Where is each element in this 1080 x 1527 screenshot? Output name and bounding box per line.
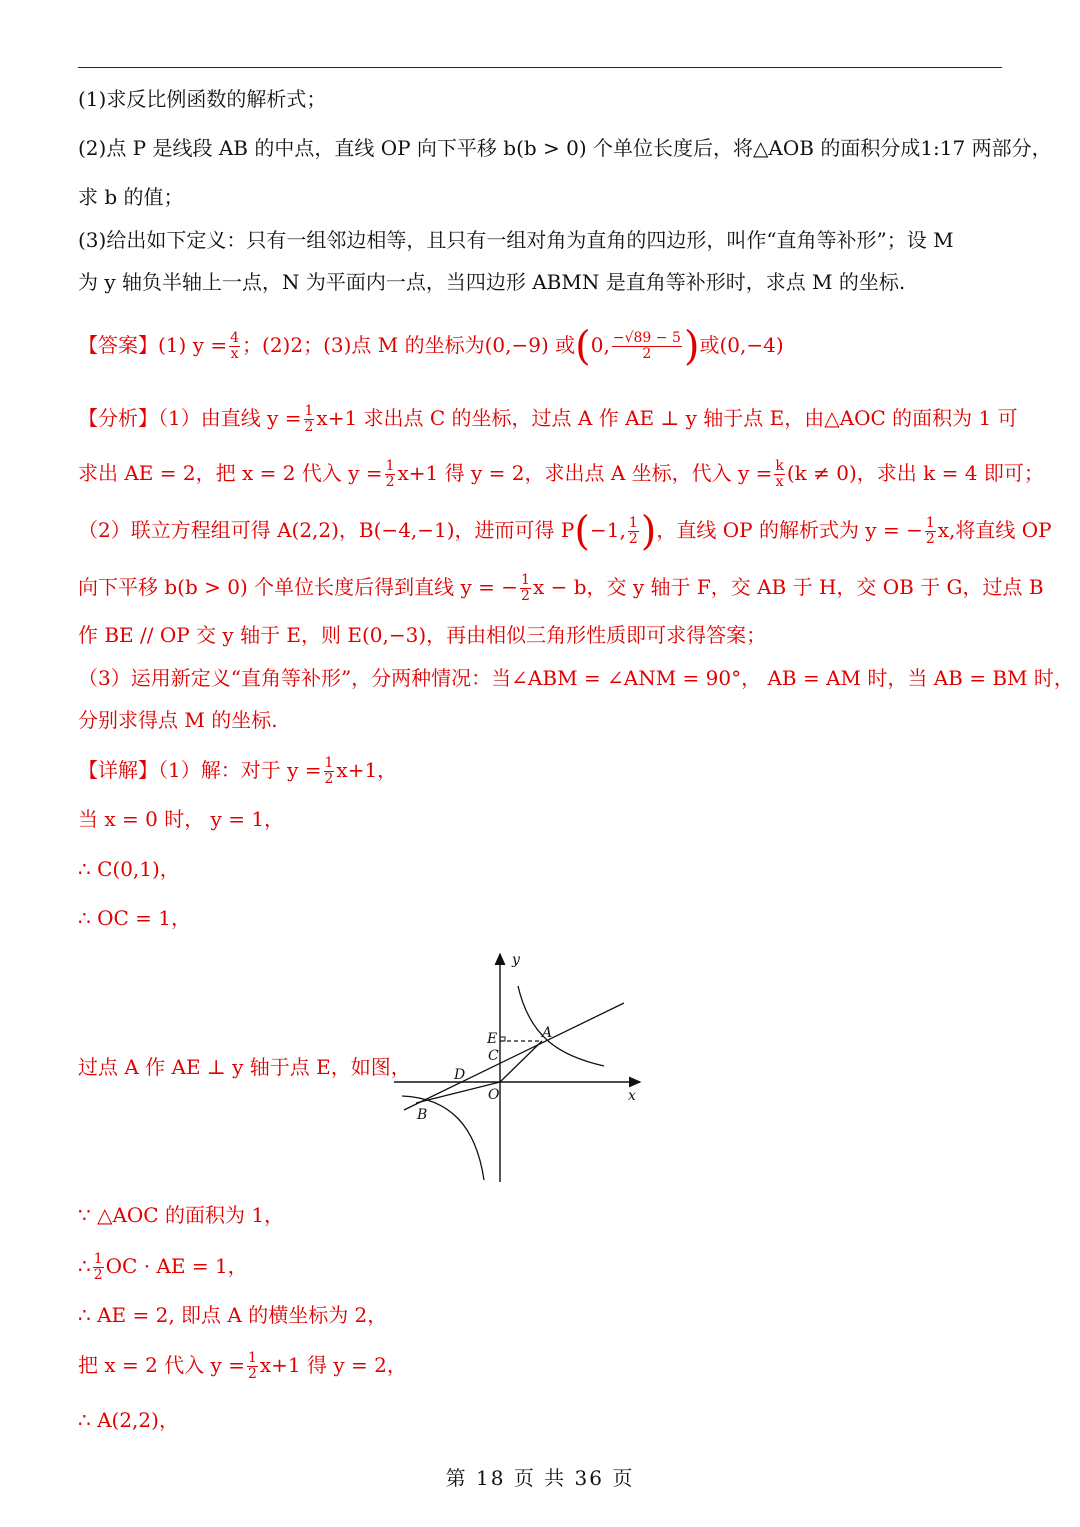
- fraction: $\frac{1}{2}$: [628, 515, 638, 547]
- fraction: $\frac{k}{x}$: [775, 458, 784, 490]
- line-ab: [404, 1003, 624, 1110]
- fraction: $\frac{1}{2}$: [247, 1350, 257, 1382]
- fraction: $\frac{1}{2}$: [93, 1251, 103, 1283]
- analysis-line-3: （2）联立方程组可得 A(2,2)，B(−4,−1)，进而可得 P(−1, $\frac{1}{2}$ )，直线 OP 的解析式为 y = − $\frac{1}{2}$ x,将直线 OP: [78, 508, 1052, 555]
- detail-tag: 【详解】: [78, 758, 158, 782]
- detail-line-5: ∵ △AOC 的面积为 1，: [78, 1203, 285, 1227]
- answer-tag: 【答案】: [78, 333, 158, 357]
- figure-caption: 过点 A 作 AE ⊥ y 轴于点 E，如图，: [78, 1055, 411, 1079]
- fraction: $\frac{4}{x}$: [230, 330, 240, 362]
- header-rule: [78, 67, 1002, 68]
- label-b: B: [417, 1107, 428, 1123]
- fraction: $\frac{1}{2}$: [324, 755, 334, 787]
- answer-line: 【答案】(1) y = $\frac{4}{x}$ ；(2)2；(3)点 M 的坐标为(0,−9) 或(0, $\frac{-√89 - 5}{2}$ )或(0,−4): [78, 323, 784, 370]
- label-d: D: [454, 1067, 466, 1083]
- detail-line-1: 【详解】（1）解：对于 y = $\frac{1}{2}$ x+1，: [78, 755, 398, 787]
- question-3-line-2: 为 y 轴负半轴上一点，N 为平面内一点，当四边形 ABMN 是直角等补形时，求点 M 的坐标.: [78, 270, 906, 294]
- x-axis-label: x: [628, 1088, 636, 1104]
- detail-line-7: ∴ AE = 2, 即点 A 的横坐标为 2，: [78, 1303, 388, 1327]
- detail-line-2: 当 x = 0 时， y = 1，: [78, 807, 285, 831]
- analysis-line-5: 作 BE // OP 交 y 轴于 E，则 E(0,−3)，再由相似三角形性质即可求得答案；: [78, 623, 767, 647]
- fraction: $\frac{1}{2}$: [925, 515, 935, 547]
- page-footer: 第 18 页 共 36 页: [445, 1466, 635, 1490]
- detail-line-3: ∴ C(0,1)，: [78, 857, 180, 881]
- label-a: A: [542, 1025, 553, 1041]
- fraction: $\frac{1}{2}$: [521, 572, 530, 604]
- question-1: (1)求反比例函数的解析式；: [78, 87, 327, 111]
- question-3-line-1: (3)给出如下定义：只有一组邻边相等，且只有一组对角为直角的四边形，叫作“直角等补形”；设 M: [78, 228, 954, 252]
- question-2-line-2: 求 b 的值；: [78, 185, 184, 209]
- hyperbola-branch-1: [518, 986, 604, 1066]
- fraction: $\frac{1}{2}$: [304, 403, 314, 435]
- analysis-line-4: 向下平移 b(b > 0) 个单位长度后得到直线 y = − $\frac{1}{2}$ x − b，交 y 轴于 F，交 AB 于 H，交 OB 于 G，过点 B: [78, 572, 1044, 604]
- detail-line-4: ∴ OC = 1，: [78, 906, 191, 930]
- label-e: E: [487, 1031, 498, 1047]
- fraction: $\frac{-√89 - 5}{2}$: [612, 330, 681, 362]
- coordinate-figure: [390, 948, 650, 1188]
- detail-line-8: 把 x = 2 代入 y = $\frac{1}{2}$ x+1 得 y = 2，: [78, 1350, 407, 1382]
- analysis-tag: 【分析】: [78, 406, 158, 430]
- segment-oa: [500, 1041, 542, 1082]
- analysis-line-7: 分别求得点 M 的坐标.: [78, 708, 278, 732]
- y-axis-label: y: [512, 952, 520, 968]
- hyperbola-branch-2: [402, 1096, 484, 1180]
- detail-line-9: ∴ A(2,2)，: [78, 1408, 179, 1432]
- analysis-line-1: 【分析】（1）由直线 y = $\frac{1}{2}$ x+1 求出点 C 的坐标，过点 A 作 AE ⊥ y 轴于点 E，由△AOC 的面积为 1 可: [78, 403, 1018, 435]
- label-o: O: [488, 1087, 500, 1103]
- fraction: $\frac{1}{2}$: [385, 458, 395, 490]
- label-c: C: [488, 1048, 499, 1064]
- detail-line-6: ∴ $\frac{1}{2}$ OC · AE = 1，: [78, 1251, 248, 1283]
- question-2-line-1: (2)点 P 是线段 AB 的中点，直线 OP 向下平移 b(b > 0) 个单位长度后，将△AOB 的面积分成1:17 两部分，: [78, 136, 1052, 160]
- analysis-line-2: 求出 AE = 2，把 x = 2 代入 y = $\frac{1}{2}$ x+1 得 y = 2，求出点 A 坐标，代入 y = $\frac{k}{x}$ (k ≠ 0)，求出 k = 4 即可；: [78, 458, 1044, 490]
- analysis-line-6: （3）运用新定义“直角等补形”，分两种情况：当∠ABM = ∠ANM = 90°， AB = AM 时，当 AB = BM 时，: [78, 666, 1074, 690]
